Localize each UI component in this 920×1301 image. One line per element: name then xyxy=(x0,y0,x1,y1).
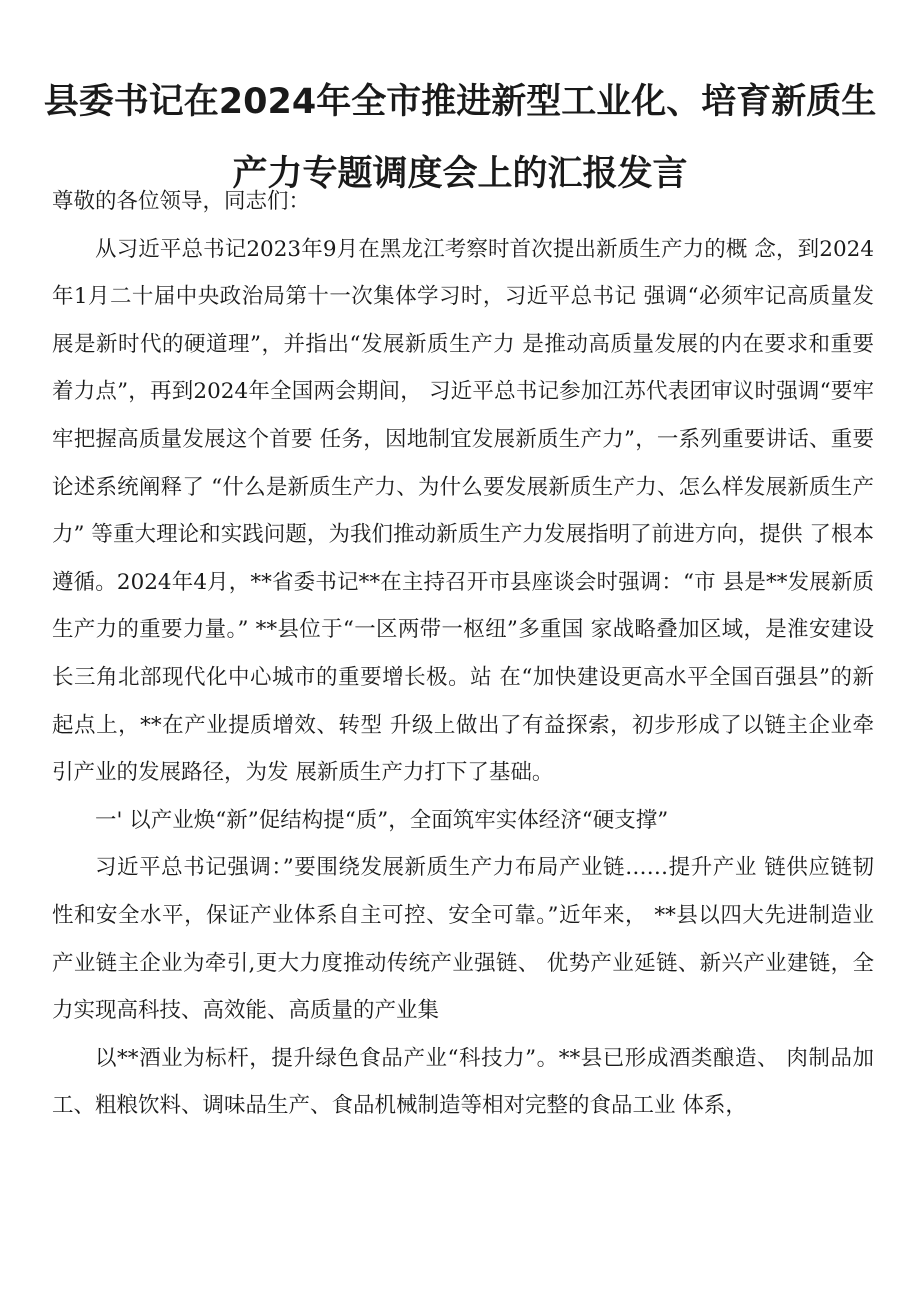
document-title: 县委书记在2024年全市推进新型工业化、培育新质生产力专题调度会上的汇报发言 xyxy=(43,82,877,194)
paragraph-section-1: 习近平总书记强调：”要围绕发展新质生产力布局产业链……提升产业 链供应链韧性和安全水平，保证产业体系自主可控、安全可靠。”近年来， **县以四大先进制造业产业链主企业为牵引,更大力度推动传统产业强链、 优势产业延链、新兴产业建链，全力实现高科技、高效能、高质量的产业集 xyxy=(52,855,874,1024)
paragraph-food-industry: 以**酒业为标杆，提升绿色食品产业“科技力”。**县已形成酒类酿造、 肉制品加工、粗粮饮料、调味品生产、食品机械制造等相对完整的食品工业 体系， xyxy=(52,1045,874,1119)
salutation: 尊敬的各位领导，同志们： xyxy=(52,189,311,214)
paragraph-intro: 从习近平总书记2023年9月在黑龙江考察时首次提出新质生产力的概 念，到2024年1月二十届中央政治局第十一次集体学习时，习近平总书记 强调“必须牢记高质量发展是新时代的硬道理”，并指出“发展新质生产力 是推动高质量发展的内在要求和重要着力点”，再到2024年全国两会期间， 习近平总书记参加江苏代表团审议时强调“要牢牢把握高质量发展这个首要 任务，因地制宜发展新质生产力”，一系列重要讲话、重要论述系统阐释了 “什么是新质生产力、为什么要发展新质生产力、怎么样发展新质生产力” 等重大理论和实践问题，为我们推动新质生产力发展指明了前进方向，提供 了根本遵循。2024年4月，**省委书记**在主持召开市县座谈会时强调：“市 县是**发展新质生产力的重要力量。” **县位于“一区两带一枢纽”多重国 家战略叠加区域，是淮安建设长三角北部现代化中心城市的重要增长极。站 在“加快建设更高水平全国百强县”的新起点上，**在产业提质增效、转型 升级上做出了有益探索，初步形成了以链主企业牵引产业的发展路径，为发 展新质生产力打下了基础。 xyxy=(52,236,874,786)
section-heading-1: 一' 以产业焕“新”促结构提“质”，全面筑牢实体经济“硬支撑” xyxy=(95,807,669,833)
document-body xyxy=(52,178,874,1130)
